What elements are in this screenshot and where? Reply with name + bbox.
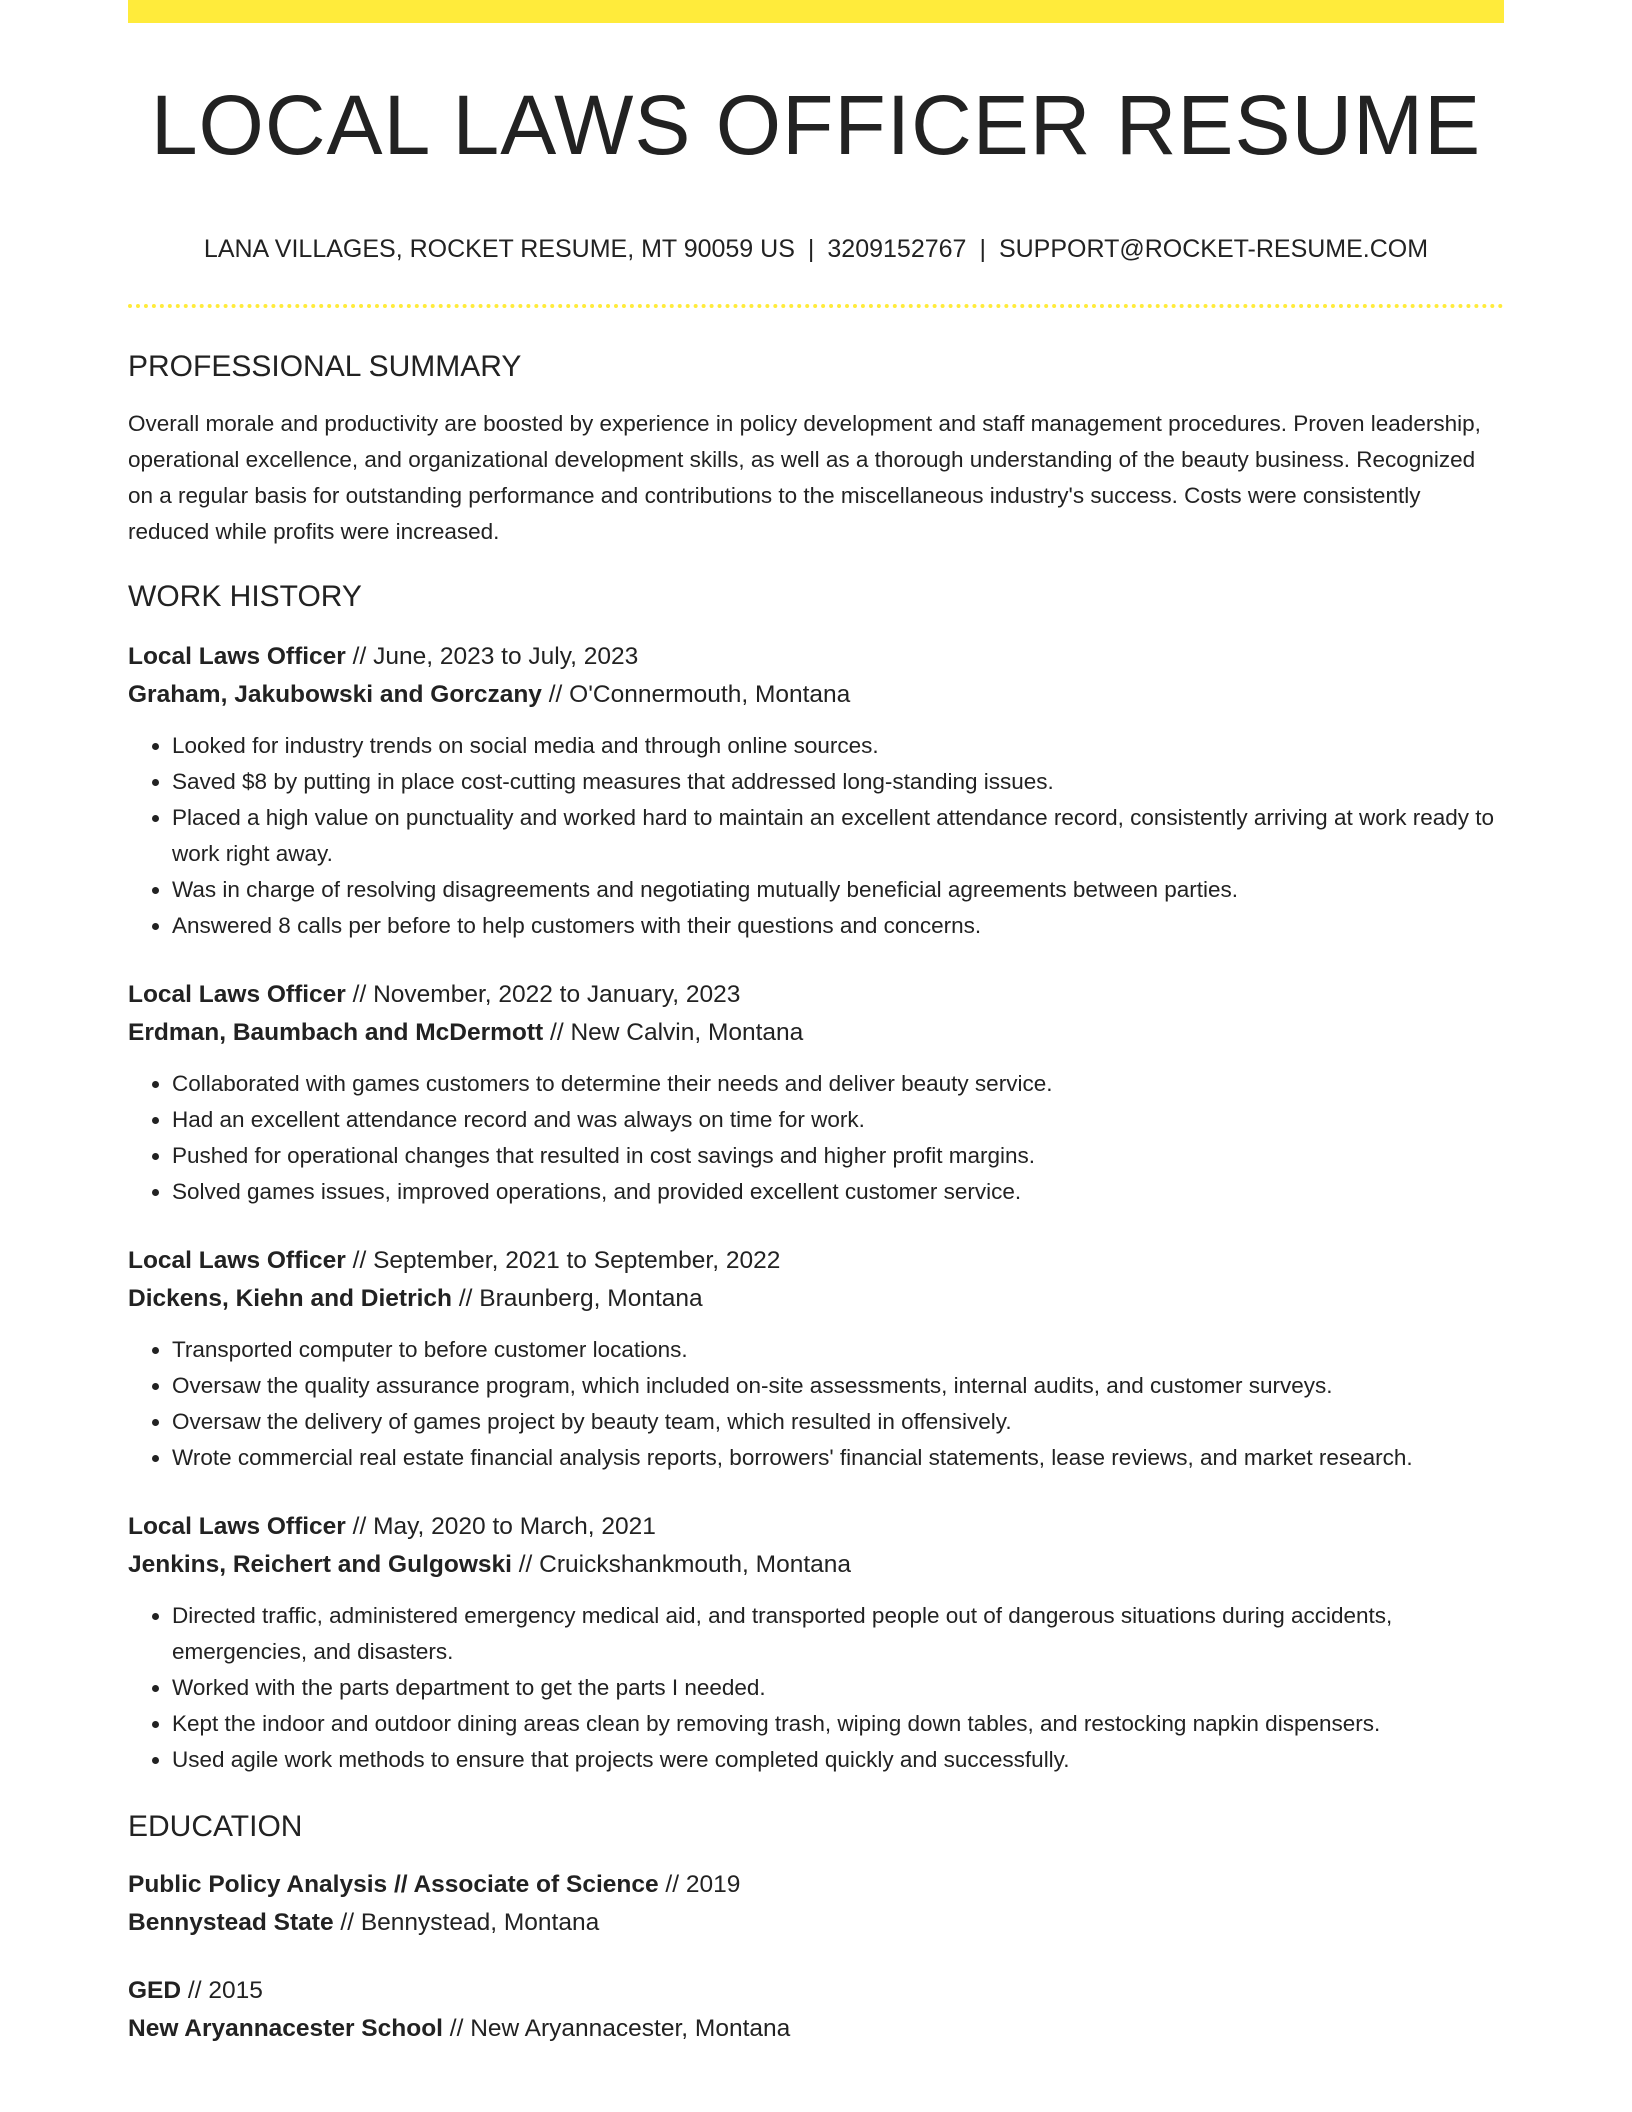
job-company: Erdman, Baumbach and McDermott	[128, 1019, 544, 1046]
job-entry	[128, 1508, 1504, 1778]
job-entry	[128, 1242, 1504, 1476]
job-bullet: • Oversaw the quality assurance program, which included on-site assessments, internal audits, and customer surveys.	[172, 1368, 1504, 1404]
job-entry	[128, 638, 1504, 944]
job-location: // O'Connermouth, Montana	[541, 681, 851, 708]
job-dates: // May, 2020 to March, 2021	[345, 1513, 656, 1540]
education-location: // Bennystead, Montana	[333, 1909, 600, 1936]
job-location: // New Calvin, Montana	[543, 1019, 804, 1046]
job-bullet: • Collaborated with games customers to determine their needs and deliver beauty service.	[172, 1066, 1504, 1102]
job-bullet: • Was in charge of resolving disagreements and negotiating mutually beneficial agreements between parties.	[172, 872, 1504, 908]
job-bullet-list	[128, 1066, 1504, 1210]
job-bullet: • Worked with the parts department to get the parts I needed.	[172, 1670, 1504, 1706]
job-company-line	[128, 1014, 1504, 1052]
resume-page	[128, 0, 1504, 2048]
job-bullet: • Had an excellent attendance record and was always on time for work.	[172, 1102, 1504, 1138]
job-title-line	[128, 1508, 1504, 1546]
education-degree: GED	[128, 1977, 182, 2004]
job-location: // Braunberg, Montana	[452, 1285, 703, 1312]
job-bullet: • Wrote commercial real estate financial analysis reports, borrowers' financial statements, lease reviews, and market research.	[172, 1440, 1504, 1476]
job-title-line	[128, 1242, 1504, 1280]
job-bullet: • Directed traffic, administered emergency medical aid, and transported people out of dangerous situations during accidents, emergencies, and disasters.	[172, 1598, 1504, 1670]
job-title: Local Laws Officer	[128, 1247, 346, 1274]
job-bullet: • Used agile work methods to ensure that projects were completed quickly and successfully.	[172, 1742, 1504, 1778]
summary-text: Overall morale and productivity are boosted by experience in policy development and staff management procedures. Proven leadership, operational excellence, and organizational development skills, as well as a thorough understanding of the beauty business. Recognized on a regular basis for outstanding performance and contributions to the miscellaneous industry's success. Costs were consistently reduced while profits were increased.	[128, 411, 1481, 544]
education-school-line	[128, 2010, 1504, 2048]
contact-line	[128, 235, 1504, 264]
education-degree-line	[128, 1972, 1504, 2010]
job-bullet: • Pushed for operational changes that resulted in cost savings and higher profit margins.	[172, 1138, 1504, 1174]
job-bullet: • Placed a high value on punctuality and worked hard to maintain an excellent attendance record, consistently arriving at work ready to work right away.	[172, 800, 1504, 872]
education-school-line	[128, 1904, 1504, 1942]
job-bullet: • Transported computer to before customer locations.	[172, 1332, 1504, 1368]
education-year: // 2019	[658, 1871, 741, 1898]
page-title: LOCAL LAWS OFFICER RESUME	[150, 78, 1482, 172]
job-title: Local Laws Officer	[128, 643, 346, 670]
job-title: Local Laws Officer	[128, 981, 346, 1008]
contact-email: SUPPORT@ROCKET-RESUME.COM	[998, 235, 1429, 263]
job-bullet: • Kept the indoor and outdoor dining areas clean by removing trash, wiping down tables, and restocking napkin dispensers.	[172, 1706, 1504, 1742]
contact-phone: 3209152767	[827, 235, 967, 263]
job-title: Local Laws Officer	[128, 1513, 346, 1540]
contact-separator: |	[807, 235, 815, 263]
accent-top-bar	[128, 0, 1504, 23]
dotted-divider	[128, 304, 1504, 308]
job-dates: // November, 2022 to January, 2023	[345, 981, 741, 1008]
job-title-line	[128, 638, 1504, 676]
summary-heading: PROFESSIONAL SUMMARY	[128, 350, 522, 383]
job-bullet-list	[128, 1332, 1504, 1476]
education-heading: EDUCATION	[128, 1810, 303, 1843]
job-bullet: • Answered 8 calls per before to help customers with their questions and concerns.	[172, 908, 1504, 944]
contact-separator: |	[979, 235, 986, 263]
job-company: Jenkins, Reichert and Gulgowski	[128, 1551, 512, 1578]
education-year: // 2015	[181, 1977, 263, 2004]
education-entry	[128, 1866, 1504, 1942]
education-location: // New Aryannacester, Montana	[442, 2015, 791, 2042]
education-degree-line	[128, 1866, 1504, 1904]
job-bullet: • Oversaw the delivery of games project by beauty team, which resulted in offensively.	[172, 1404, 1504, 1440]
work-history-heading: WORK HISTORY	[128, 580, 362, 613]
job-company-line	[128, 1280, 1504, 1318]
job-company: Dickens, Kiehn and Dietrich	[128, 1285, 453, 1312]
job-bullet: • Solved games issues, improved operations, and provided excellent customer service.	[172, 1174, 1504, 1210]
education-school: Bennystead State	[128, 1909, 334, 1936]
job-bullet-list	[128, 1598, 1504, 1778]
education-entry	[128, 1972, 1504, 2048]
job-bullet: • Looked for industry trends on social media and through online sources.	[172, 728, 1504, 764]
job-dates: // September, 2021 to September, 2022	[345, 1247, 781, 1274]
education-degree: Public Policy Analysis // Associate of Science	[128, 1871, 659, 1898]
job-bullet: • Saved $8 by putting in place cost-cutting measures that addressed long-standing issues.	[172, 764, 1504, 800]
job-dates: // June, 2023 to July, 2023	[345, 643, 639, 670]
job-company: Graham, Jakubowski and Gorczany	[128, 681, 542, 708]
job-location: // Cruickshankmouth, Montana	[511, 1551, 852, 1578]
job-bullet-list	[128, 728, 1504, 944]
job-company-line	[128, 1546, 1504, 1584]
job-title-line	[128, 976, 1504, 1014]
contact-address: LANA VILLAGES, ROCKET RESUME, MT 90059 US	[203, 235, 795, 263]
job-company-line	[128, 676, 1504, 714]
job-entry	[128, 976, 1504, 1210]
education-school: New Aryannacester School	[128, 2015, 443, 2042]
